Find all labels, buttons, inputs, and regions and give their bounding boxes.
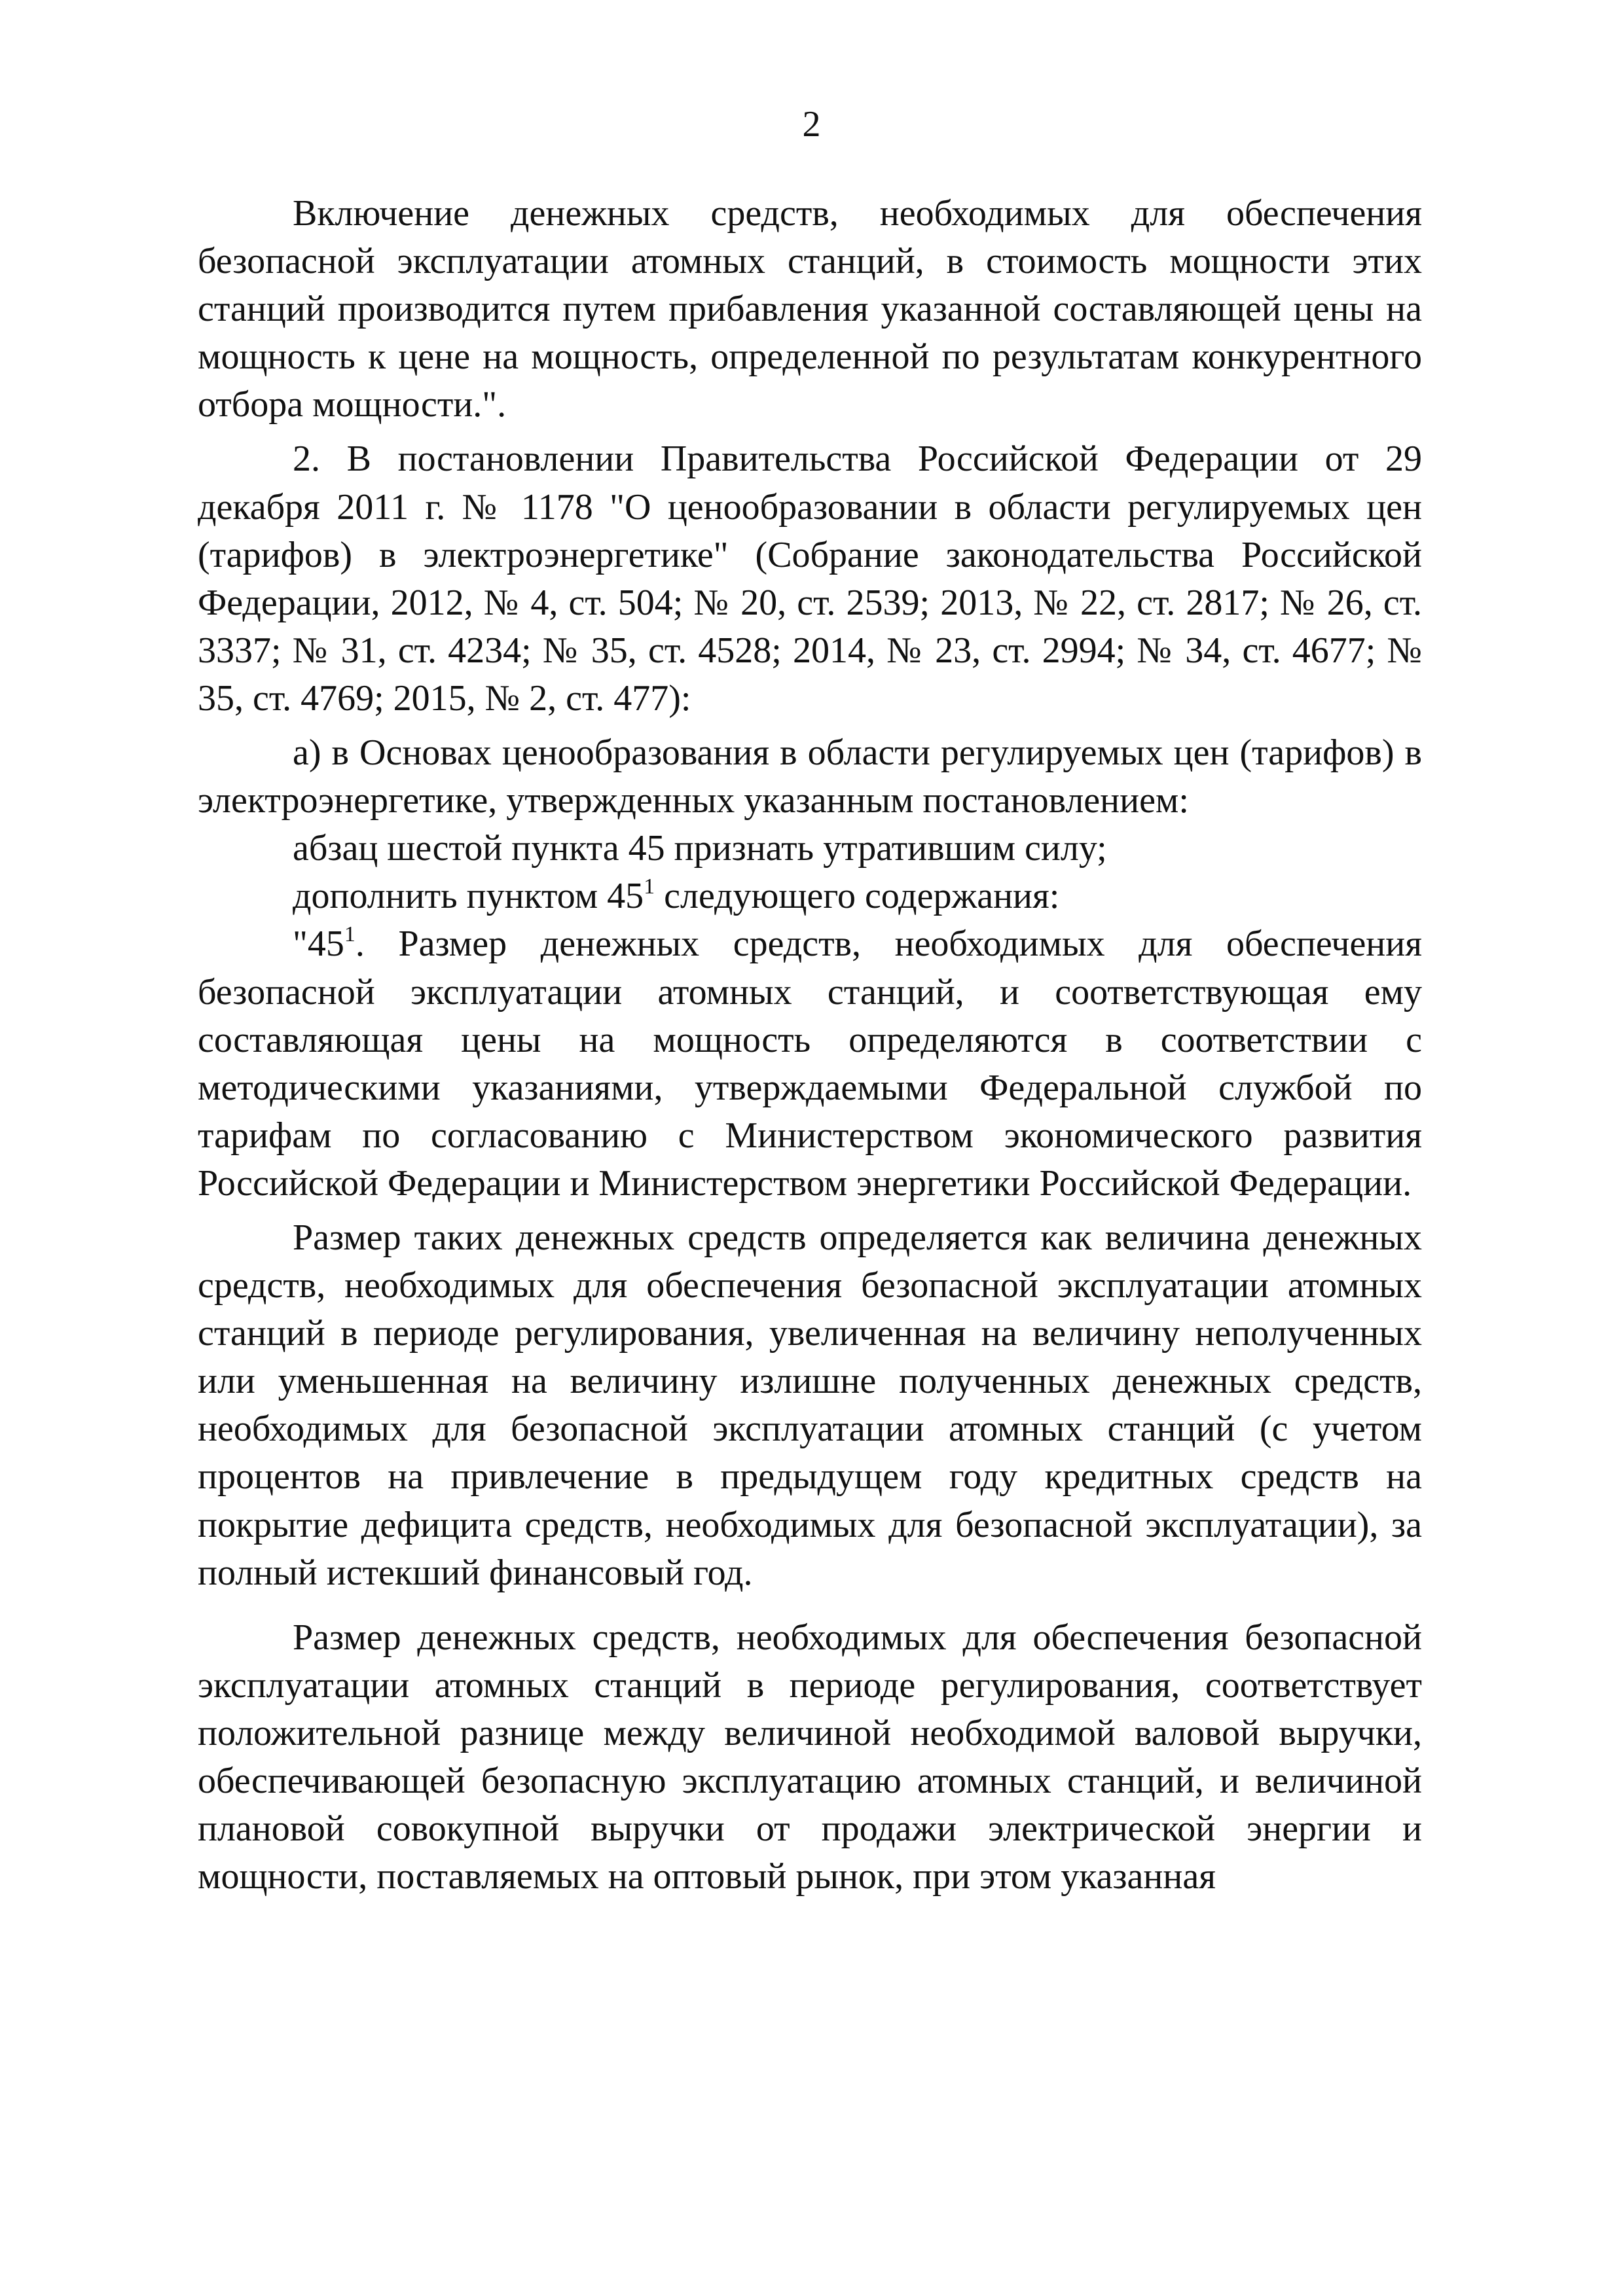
paragraph-add-clause-45-1 (198, 872, 1422, 920)
paragraph-item-2-resolution: 2. В постановлении Правительства Российской Федерации от 29 декабря 2011 г. № 1178 "О ценообразовании в области регулируемых цен (тарифов) в электроэнергетике" (Собрание законодательства Российской Федерации, 2012, № 4, ст. 504; № 20, ст. 2539; 2013, № 22, ст. 2817; № 26, ст. 3337; № 31, ст. 4234; № 35, ст. 4528; 2014, № 23, ст. 2994; № 34, ст. 4677; № 35, ст. 4769; 2015, № 2, ст. 477): (198, 439, 1422, 719)
clause-superscript: 1 (644, 874, 655, 899)
paragraph-funds-size-determination: Размер таких денежных средств определяется как величина денежных средств, необходимых для обеспечения безопасной эксплуатации атомных станций в периоде регулирования, увеличенная на величину неполученных или уменьшенная на величину излишне полученных денежных средств, необходимых для безопасной эксплуатации атомных станций (с учетом процентов на привлечение в предыдущем году кредитных средств на покрытие дефицита средств, необходимых для безопасной эксплуатации), за полный истекший финансовый год. (198, 1217, 1422, 1593)
document-body (198, 190, 1422, 1901)
paragraph-funds-size-regulation-period: Размер денежных средств, необходимых для обеспечения безопасной эксплуатации атомных станций в периоде регулирования, соответствует положительной разнице между величиной необходимой валовой выручки, обеспечивающей безопасную эксплуатацию атомных станций, и величиной плановой совокупной выручки от продажи электрической энергии и мощности, поставляемых на оптовый рынок, при этом указанная (198, 1617, 1422, 1897)
clause-text-before: дополнить пунктом 45 (293, 876, 644, 917)
page-number: 2 (802, 104, 821, 145)
paragraph-subitem-a: а) в Основах ценообразования в области регулируемых цен (тарифов) в электроэнергетике, утвержденных указанным постановлением: (198, 732, 1422, 821)
paragraph-clause-45-1-text (198, 920, 1422, 1208)
clause-number-superscript: 1 (344, 922, 356, 947)
paragraph-repeal-clause-45: абзац шестой пункта 45 признать утратившим силу; (293, 828, 1107, 869)
clause-body-text: . Размер денежных средств, необходимых для обеспечения безопасной эксплуатации атомных станций, и соответствующая ему составляющая цены на мощность определяются в соответствии с методическими указаниями, утверждаемыми Федеральной службой по тарифам по согласованию с Министерством экономического развития Российской Федерации и Министерством энергетики Российской Федерации. (198, 924, 1422, 1204)
clause-number-before: "45 (293, 924, 344, 965)
paragraph-inclusion-funds: Включение денежных средств, необходимых для обеспечения безопасной эксплуатации атомных станций, в стоимость мощности этих станций производится путем прибавления указанной составляющей цены на мощность к цене на мощность, определенной по результатам конкурентного отбора мощности.". (198, 193, 1422, 425)
clause-text-after: следующего содержания: (655, 876, 1060, 917)
